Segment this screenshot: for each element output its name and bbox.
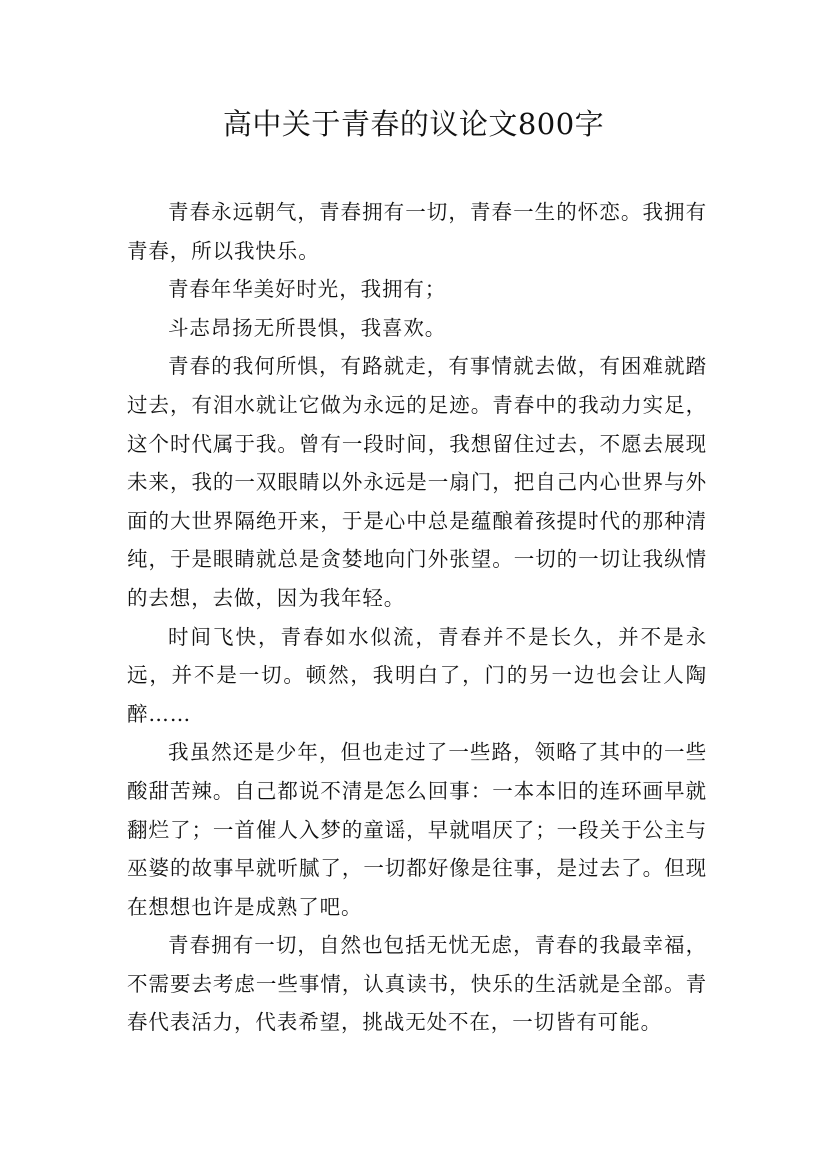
paragraph: 青春拥有一切，自然也包括无忧无虑，青春的我最幸福，不需要去考虑一些事情，认真读书，快乐的生活就是全部。青春代表活力，代表希望，挑战无处不在，一切皆有可能。 <box>127 933 707 1035</box>
paragraph: 我虽然还是少年，但也走过了一些路，领略了其中的一些酸甜苦辣。自己都说不清是怎么回事：一本本旧的连环画早就翻烂了；一首催人入梦的童谣，早就唱厌了；一段关于公主与巫婆的故事早就听腻了，一切都好像是往事，是过去了。但现在想想也许是成熟了吧。 <box>127 740 707 919</box>
paragraph: 时间飞快，青春如水似流，青春并不是长久，并不是永远，并不是一切。顿然，我明白了，门的另一边也会让人陶醉…… <box>127 624 707 726</box>
paragraph: 青春的我何所惧，有路就走，有事情就去做，有困难就踏过去，有泪水就让它做为永远的足迹。青春中的我动力实足，这个时代属于我。曾有一段时间，我想留住过去，不愿去展现未来，我的一双眼睛以外永远是一扇门，把自己内心世界与外面的大世界隔绝开来，于是心中总是蕴酿着孩提时代的那种清纯，于是眼睛就总是贪婪地向门外张望。一切的一切让我纵情的去想，去做，因为我年轻。 <box>127 354 707 610</box>
paragraph: 斗志昂扬无所畏惧，我喜欢。 <box>168 315 447 340</box>
paragraph: 青春年华美好时光，我拥有； <box>168 277 447 302</box>
page-title: 高中关于青春的议论文800字 <box>222 107 605 141</box>
paragraph: 青春永远朝气，青春拥有一切，青春一生的怀恋。我拥有青春，所以我快乐。 <box>127 200 707 263</box>
essay-body <box>127 193 707 1042</box>
